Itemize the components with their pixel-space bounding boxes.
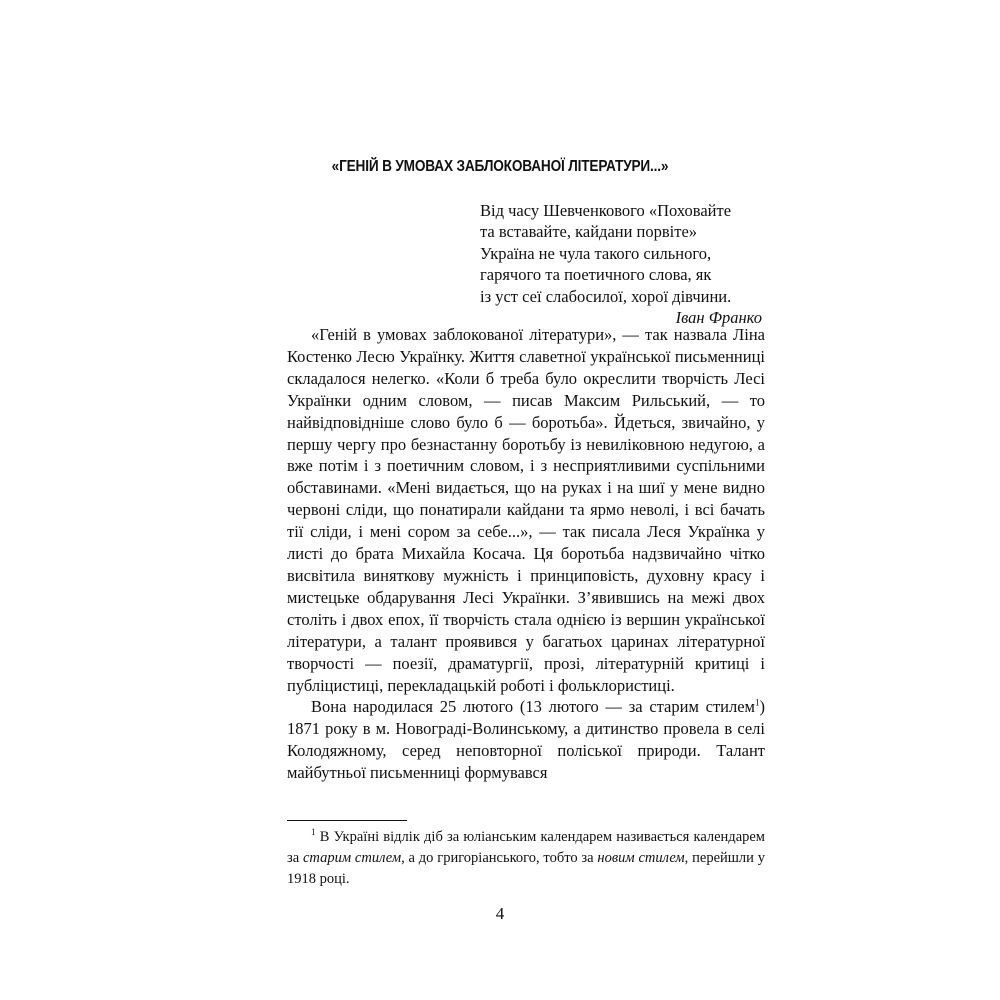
- epigraph-line: та вставайте, кайдани порвіте»: [480, 222, 698, 242]
- paragraph-text: ) 1871 року в м. Новограді-Волинському, а дитинство провела в селі Колодяжному, серед неповторної поліської природи. Талант майбутньої письменниці формувався: [287, 697, 765, 783]
- footnote-emphasis: новим стилем: [597, 850, 685, 866]
- epigraph: [480, 200, 762, 328]
- chapter-heading: «ГЕНІЙ В УМОВАХ ЗАБЛОКОВАНОЇ ЛІТЕРАТУРИ...»: [331, 158, 669, 175]
- footnote-text: , а до григоріанського, тобто за: [401, 850, 598, 866]
- epigraph-author: Іван Франко: [675, 308, 762, 328]
- page-number: 4: [495, 904, 505, 923]
- footnote-emphasis: старим стилем: [303, 850, 402, 866]
- footnote-reference[interactable]: 1: [755, 697, 760, 708]
- epigraph-line: із уст сеї слабосилої, хорої дівчини.: [480, 286, 732, 306]
- footnote-divider: [287, 820, 407, 821]
- body-paragraph: [287, 696, 765, 784]
- footnote-text: В Україні відлік діб за юліанським календарем називається календарем за: [287, 829, 765, 866]
- footnote-text: , перейшли у 1918 році.: [287, 850, 766, 887]
- epigraph-line: Україна не чула такого сильного,: [480, 243, 712, 263]
- epigraph-line: Від часу Шевченкового «Поховайте: [480, 201, 732, 220]
- epigraph-line: гарячого та поетичного слова, як: [480, 265, 712, 285]
- body-paragraph: «Геній в умовах заблокованої літератури», — так назвала Ліна Костенко Лесю Українку. Життя славетної української письменниці складалося нелегко. «Коли б треба було окреслити творчість Лесі Українки одним словом, — писав Максим Рильський, — то найвідповідніше слово було б — боротьба». Йдеться, звичайно, у першу чергу про безнастанну боротьбу із невиліковною недугою, а вже потім і з поетичним словом, і з несприятливими суспільними обставинами. «Мені видається, що на руках і на шиї у мене видно червоні сліди, що понатирали кайдани та ярмо неволі, і всі бачать тії сліди, і мені сором за себе...», — так писала Леся Українка у листі до брата Михайла Косача. Ця боротьба надзвичайно чітко висвітила виняткову мужність і принциповість, духовну красу і мистецьке обдарування Лесі Українки. З’явившись на межі двох століть і двох епох, її творчість стала однією із вершин української літератури, а талант проявився у багатьох царинах літературної творчості — поезії, драматургії, прозі, літературній критиці і публіцистиці, перекладацькій роботі і фольклористиці.: [287, 325, 765, 695]
- paragraph-text: Вона народилася 25 лютого (13 лютого — за старим стилем: [311, 697, 755, 717]
- footnote-mark: 1: [311, 827, 316, 838]
- footnote: [287, 827, 765, 890]
- body-text: [287, 324, 765, 784]
